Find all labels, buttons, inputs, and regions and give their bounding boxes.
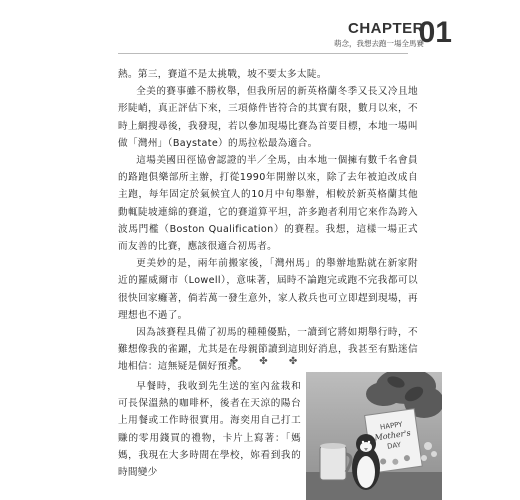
- paragraph: 全美的賽事雖不勝枚舉，但我所居的新英格蘭冬季又長又冷且地形陡峭，真正評估下來，三項條件皆符合的其實有限，數月以來，不時上網搜尋後，我發現，若以參加現場比賽為首要目標，本地一場叫做「灣州」（Baystate）的馬拉松最為適合。: [118, 86, 418, 149]
- chapter-label: CHAPTER: [347, 20, 424, 37]
- card-text: DAY: [386, 440, 402, 451]
- card-text: HAPPY: [379, 420, 404, 432]
- paragraph: 熱。第三，賽道不是太挑戰，坡不要太多太陡。: [118, 69, 327, 80]
- chapter-subtitle: 萌念，我想去跑一場全馬賽: [334, 39, 424, 48]
- paragraph: 這場美國田徑協會認證的半／全馬，由本地一個擁有數千名會員的路跑俱樂部所主辦，打從1990年開辦以來，除了去年被迫改成自主跑，每年固定於氣候宜人的10月中旬舉辦，相較於新英格蘭其他動輒陡坡連綿的賽道，它的賽道算平坦，許多跑者利用它來作為跨入波馬門檻（Boston Qualification）的賽程。我想，這樣一場正式而友善的比賽，應該很適合初馬者。: [118, 155, 418, 253]
- chapter-header: [0, 16, 520, 56]
- paragraph: 早餐時，我收到先生送的室內盆栽和可長保溫熱的咖啡杯，後者在天涼的陽台上用餐或工作時很實用。海奕用自己打工賺的零用錢買的禮物，卡片上寫著：「媽媽，我現在大多時間在學校，妳看到我的時間變少: [118, 381, 301, 479]
- mothers-day-photo: [306, 372, 442, 500]
- section-divider: ✤ ✤ ✤: [229, 356, 307, 367]
- paragraph: 更美妙的是，兩年前搬家後，「灣州馬」的舉辦地點就在新家附近的羅威爾市（Lowell），意味著，屆時不論跑完或跑不完我都可以很快回家癱著，倘若萬一發生意外，家人救兵也可立即趕到現場，再理想也不過了。: [118, 258, 418, 321]
- card-text: Mother's: [374, 428, 412, 443]
- chapter-number: 01: [418, 16, 452, 49]
- lower-text: [118, 378, 301, 481]
- header-rule: [118, 53, 408, 54]
- main-text: [118, 66, 418, 376]
- paragraph: 因為該賽程具備了初馬的種種優點，一讀到它將如期舉行時，不難想像我的雀躍，尤其是在母親節讀到這則好消息，我甚至有點迷信地相信：這無疑是個好預兆。: [118, 327, 418, 373]
